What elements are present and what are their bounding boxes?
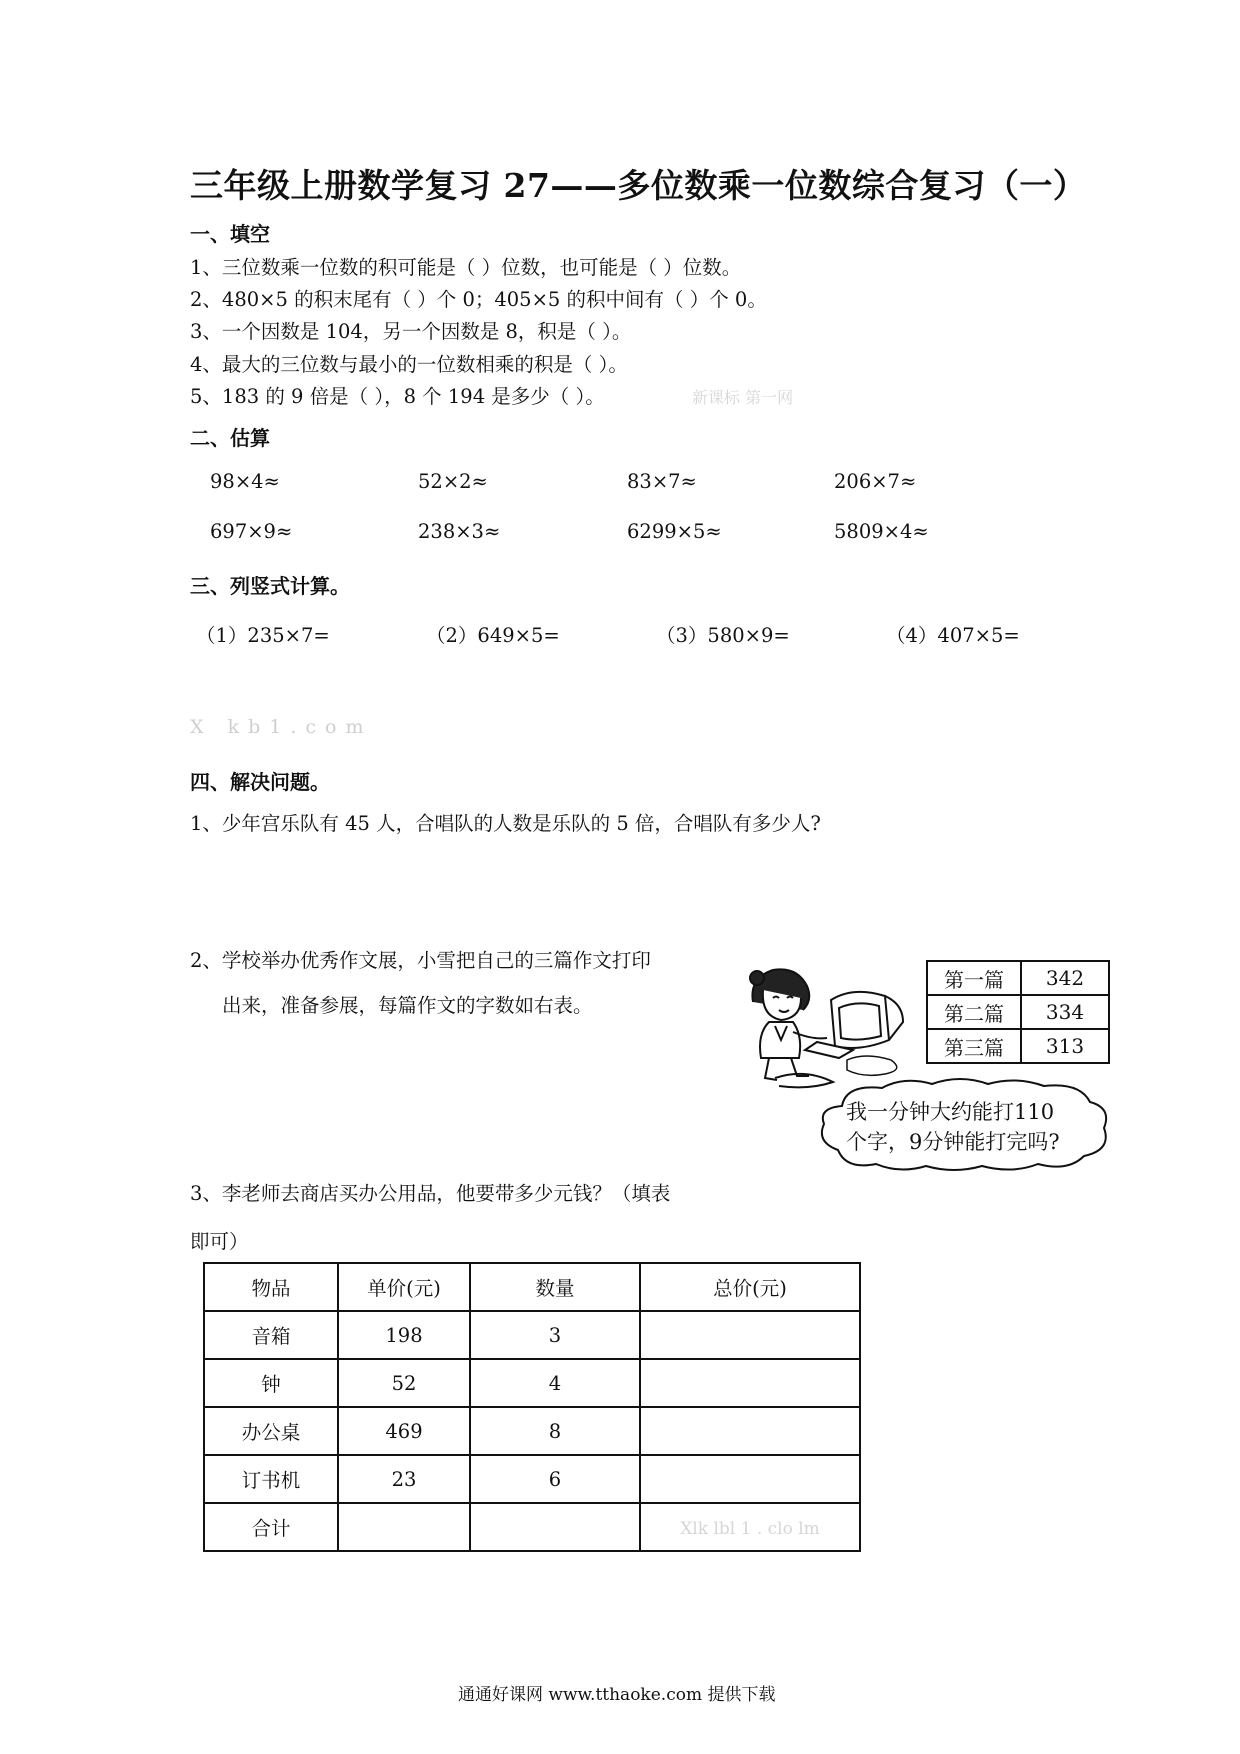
problem-3-line-1: 3、李老师去商店买办公用品，他要带多少元钱？（填表: [190, 1182, 671, 1205]
footer-credit: 通通好课网 www.tthaoke.com 提供下载: [458, 1685, 776, 1705]
fill-item-2: 2、480×5 的积末尾有（ ）个 0；405×5 的积中间有（ ）个 0。: [190, 288, 767, 311]
estimate-item: 6299×5≈: [627, 520, 722, 543]
fill-item-1: 1、三位数乘一位数的积可能是（ ）位数，也可能是（ ）位数。: [190, 256, 742, 279]
table-cell: 音箱: [204, 1311, 338, 1359]
table-cell: 第一篇: [927, 961, 1021, 995]
table-cell: 订书机: [204, 1455, 338, 1503]
table-cell: 313: [1021, 1029, 1109, 1063]
table-row: [204, 1455, 860, 1503]
vertical-item: （4）407×5=: [886, 624, 1020, 647]
problem-3-line-2: 即可）: [190, 1230, 249, 1253]
table-cell: 469: [338, 1407, 470, 1455]
table-cell: 342: [1021, 961, 1109, 995]
table-row: [927, 1029, 1109, 1063]
table-cell: 23: [338, 1455, 470, 1503]
table-cell: 8: [470, 1407, 640, 1455]
table-cell: [640, 1359, 860, 1407]
page-title: 三年级上册数学复习 27——多位数乘一位数综合复习（一）: [190, 166, 1087, 205]
section-heading-vertical: 三、列竖式计算。: [190, 574, 350, 598]
vertical-item: （1）235×7=: [196, 624, 330, 647]
table-row: [204, 1407, 860, 1455]
table-cell: [338, 1503, 470, 1551]
fill-item-3: 3、一个因数是 104，另一个因数是 8，积是（ ）。: [190, 320, 632, 343]
table-cell: 办公桌: [204, 1407, 338, 1455]
table-cell: 第三篇: [927, 1029, 1021, 1063]
vertical-item: （3）580×9=: [656, 624, 790, 647]
table-cell: 第二篇: [927, 995, 1021, 1029]
girl-computer-illustration: [735, 960, 935, 1095]
table-header-row: [204, 1263, 860, 1311]
fill-item-5: 5、183 的 9 倍是（ ），8 个 194 是多少（ ）。: [190, 385, 605, 408]
problem-2-line-2: 出来，准备参展，每篇作文的字数如右表。: [222, 994, 593, 1017]
table-row: [927, 961, 1109, 995]
table-row: [927, 995, 1109, 1029]
watermark-text: Xlk lbl 1 . clo lm: [680, 1518, 820, 1539]
column-header: 总价(元): [640, 1263, 860, 1311]
section-heading-estimate: 二、估算: [190, 426, 270, 450]
section-heading-fill: 一、填空: [190, 222, 270, 246]
essay-word-count-table: [926, 960, 1110, 1064]
table-cell: [640, 1311, 860, 1359]
speech-line-1: 我一分钟大约能打110: [846, 1100, 1055, 1124]
table-cell: [470, 1503, 640, 1551]
table-cell: [640, 1407, 860, 1455]
table-row: [204, 1311, 860, 1359]
section-heading-problems: 四、解决问题。: [190, 770, 330, 794]
price-table: [203, 1262, 861, 1552]
fill-item-4: 4、最大的三位数与最小的一位数相乘的积是（ ）。: [190, 353, 628, 376]
problem-1: 1、少年宫乐队有 45 人，合唱队的人数是乐队的 5 倍，合唱队有多少人?: [190, 812, 821, 835]
problem-2-line-1: 2、学校举办优秀作文展，小雪把自己的三篇作文打印: [190, 949, 651, 972]
column-header: 物品: [204, 1263, 338, 1311]
speech-line-2: 个字，9分钟能打完吗?: [846, 1130, 1060, 1154]
table-cell: 合计: [204, 1503, 338, 1551]
estimate-item: 83×7≈: [627, 470, 697, 493]
column-header: 数量: [470, 1263, 640, 1311]
watermark-text: 新课标 第一网: [692, 388, 794, 407]
estimate-item: 206×7≈: [834, 470, 917, 493]
estimate-item: 238×3≈: [418, 520, 501, 543]
table-row: [204, 1359, 860, 1407]
table-cell: [640, 1455, 860, 1503]
table-cell: 3: [470, 1311, 640, 1359]
estimate-item: 98×4≈: [210, 470, 280, 493]
table-cell: 4: [470, 1359, 640, 1407]
table-cell: 钟: [204, 1359, 338, 1407]
estimate-item: 5809×4≈: [834, 520, 929, 543]
table-cell: 334: [1021, 995, 1109, 1029]
estimate-item: 52×2≈: [418, 470, 488, 493]
vertical-item: （2）649×5=: [426, 624, 560, 647]
table-cell: 52: [338, 1359, 470, 1407]
table-row: [204, 1503, 860, 1551]
table-cell: [640, 1503, 860, 1551]
table-cell: 6: [470, 1455, 640, 1503]
table-cell: 198: [338, 1311, 470, 1359]
column-header: 单价(元): [338, 1263, 470, 1311]
watermark-text: X kb1.com: [190, 716, 373, 738]
estimate-item: 697×9≈: [210, 520, 293, 543]
